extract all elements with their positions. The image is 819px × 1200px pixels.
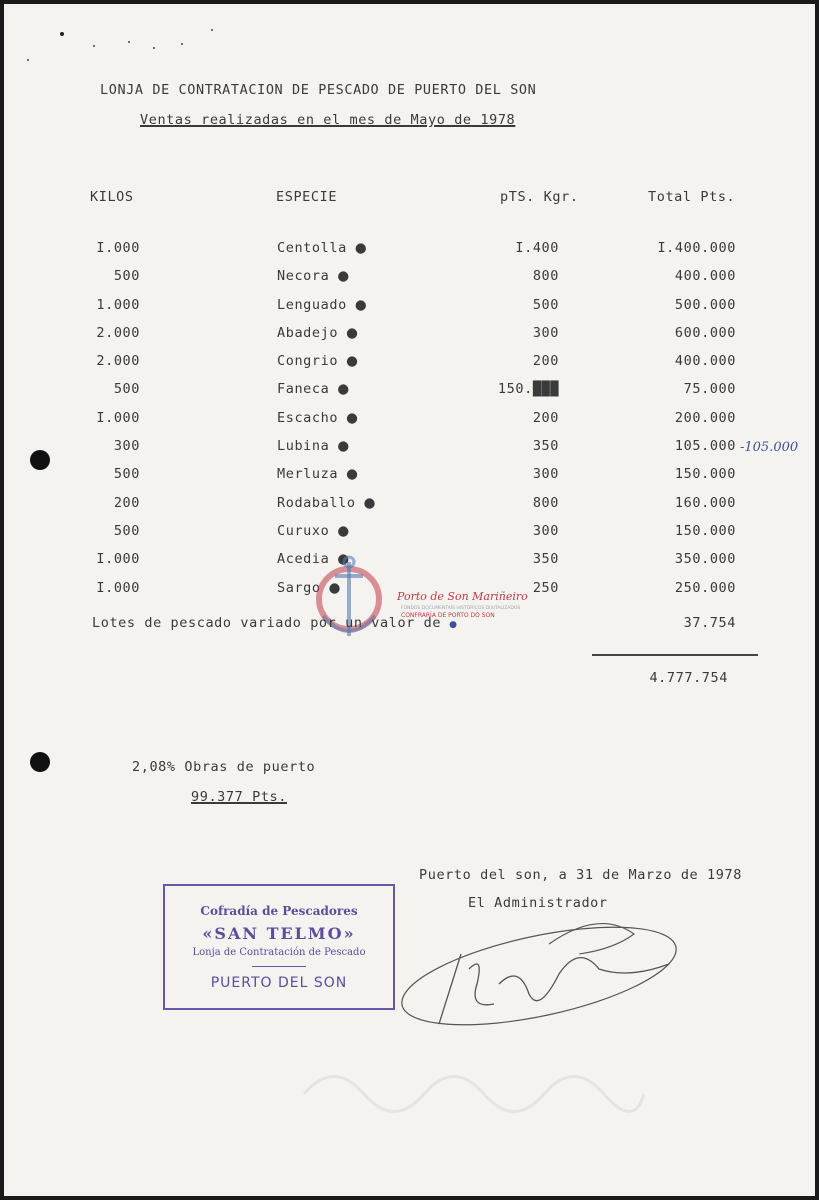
stamp-line4: PUERTO DEL SON (210, 975, 348, 991)
cell-total: 160.000 (674, 494, 736, 511)
cell-kilos: I.000 (96, 240, 140, 256)
table-row (4, 410, 815, 438)
stamp-rule (252, 966, 306, 967)
cell-pts: 500 (532, 296, 559, 313)
grand-total: 4.777.754 (649, 670, 728, 686)
cell-total: 250.000 (674, 579, 736, 596)
pen-tick-mark: ● (346, 466, 359, 483)
table-row (4, 438, 815, 466)
column-header-pts-kgr: pTS. Kgr. (500, 189, 579, 205)
stamp-line1: Cofradía de Pescadores (200, 904, 358, 918)
pen-tick-mark: ● (346, 353, 359, 370)
cell-kilos: I.000 (96, 551, 140, 568)
column-header-kilos: KILOS (90, 189, 134, 205)
cell-total: 150.000 (674, 522, 736, 539)
cell-especie: Centolla ● (277, 240, 368, 256)
cell-kilos: 2.000 (96, 353, 140, 370)
cell-pts: 800 (532, 494, 559, 511)
document-page (4, 4, 815, 1196)
logo-line1: FONDOS DOCUMENTAIS HISTÓRICOS DIXITALIZADOS (401, 606, 521, 611)
column-header-total: Total Pts. (648, 189, 736, 205)
cell-especie: Curuxo ● (277, 522, 350, 539)
stamp-line2: «SAN TELMO» (202, 924, 356, 943)
cell-total: 75.000 (683, 381, 736, 398)
cell-kilos: I.000 (96, 409, 140, 426)
cell-especie: Rodaballo ● (277, 494, 376, 511)
cell-pts: 300 (532, 466, 559, 483)
document-heading: LONJA DE CONTRATACION DE PESCADO DE PUERTO DEL SON (100, 82, 537, 98)
cell-total: 400.000 (674, 268, 736, 285)
punch-hole (30, 450, 50, 470)
pen-tick-mark: ● (346, 409, 359, 426)
embossed-watermark (294, 1054, 654, 1114)
cell-kilos: 1.000 (96, 296, 140, 313)
cell-especie: Escacho ● (277, 409, 359, 426)
lotes-value: 37.754 (683, 615, 736, 631)
table-row (4, 495, 815, 523)
cell-pts: 200 (532, 353, 559, 370)
table-row (4, 268, 815, 296)
cell-pts: 800 (532, 268, 559, 285)
sales-table (4, 240, 815, 608)
pen-tick-mark: ● (337, 268, 350, 285)
table-row (4, 240, 815, 268)
cell-kilos: 2.000 (96, 324, 140, 341)
cell-especie: Abadejo ● (277, 324, 359, 341)
stamp-line3: Lonja de Contratación de Pescado (192, 947, 366, 958)
cell-kilos: 200 (113, 494, 140, 511)
lotes-label: Lotes de pescado variado por un valor de ● (92, 615, 458, 631)
table-row (4, 466, 815, 494)
pen-tick-mark: ● (354, 296, 368, 313)
sum-divider (592, 654, 758, 656)
cell-kilos: 500 (113, 466, 140, 483)
cell-kilos: 500 (113, 381, 140, 398)
administrator-role: El Administrador (468, 895, 608, 911)
pen-tick-mark: ● (354, 240, 368, 256)
table-row (4, 381, 815, 409)
cell-especie: Lubina ● (277, 438, 350, 455)
place-date: Puerto del son, a 31 de Marzo de 1978 (419, 867, 742, 883)
cell-pts: 150.███ (497, 381, 559, 398)
cell-pts: 250 (532, 579, 559, 596)
cell-especie: Necora ● (277, 268, 350, 285)
cell-total: 200.000 (674, 409, 736, 426)
pen-tick-mark: ● (346, 324, 359, 341)
obras-amount: 99.377 Pts. (191, 789, 288, 805)
cell-pts: 350 (532, 438, 559, 455)
cell-total: I.400.000 (657, 240, 736, 256)
cell-especie: Lenguado ● (277, 296, 368, 313)
cell-pts: 300 (532, 324, 559, 341)
cell-total: 105.000 (674, 438, 736, 455)
cell-pts: 300 (532, 522, 559, 539)
cell-especie: Acedia ● (277, 551, 350, 568)
cell-especie: Congrio ● (277, 353, 359, 370)
column-header-especie: ESPECIE (276, 189, 338, 205)
cell-total: 600.000 (674, 324, 736, 341)
table-row (4, 353, 815, 381)
pen-tick-mark: ● (337, 551, 350, 568)
cell-total: 500.000 (674, 296, 736, 313)
cell-especie: Faneca ● (277, 381, 350, 398)
cell-pts: I.400 (515, 240, 559, 256)
administrator-signature (399, 914, 689, 1044)
cell-especie: Merluza ● (277, 466, 359, 483)
obras-percentage: 2,08% Obras de puerto (132, 759, 316, 775)
cell-kilos: I.000 (96, 579, 140, 596)
logo-line2: CONFRARÍA DE PORTO DO SON (401, 612, 495, 619)
punch-hole (30, 752, 50, 772)
cell-total: 400.000 (674, 353, 736, 370)
cell-total: 150.000 (674, 466, 736, 483)
table-row (4, 523, 815, 551)
cell-especie: Sargo ● (277, 579, 342, 596)
cell-kilos: 500 (113, 268, 140, 285)
logo-title: Porto de Son Mariñeiro (397, 590, 528, 603)
handwritten-correction: -105.000 (740, 440, 799, 455)
pen-tick-mark: ● (449, 620, 458, 630)
document-subheading: Ventas realizadas en el mes de Mayo de 1978 (140, 112, 516, 128)
cofradia-stamp (163, 884, 395, 1010)
cell-pts: 350 (532, 551, 559, 568)
pen-tick-mark: ● (337, 522, 350, 539)
cell-total: 350.000 (674, 551, 736, 568)
pen-tick-mark: ● (363, 494, 376, 511)
cell-kilos: 500 (113, 522, 140, 539)
cell-pts: 200 (532, 409, 559, 426)
cell-kilos: 300 (113, 438, 140, 455)
pen-tick-mark: ● (337, 381, 350, 398)
pen-tick-mark: ● (328, 579, 342, 596)
table-row (4, 297, 815, 325)
pen-tick-mark: ● (337, 438, 350, 455)
paper-specks (4, 4, 815, 64)
table-row (4, 325, 815, 353)
